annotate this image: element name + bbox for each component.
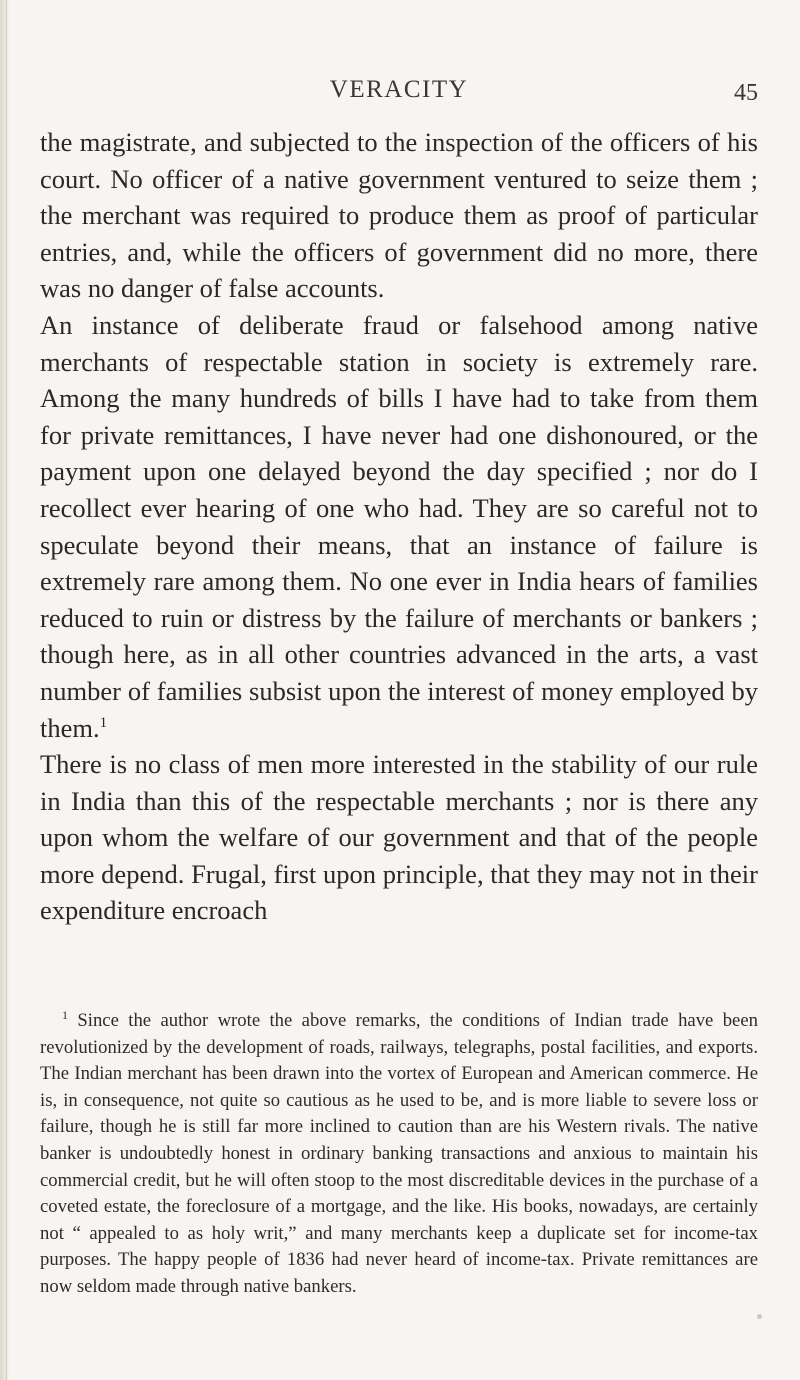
paper-speck <box>757 1314 762 1319</box>
footnote <box>40 1008 758 1301</box>
main-text <box>40 124 758 929</box>
running-head: VERACITY <box>329 76 469 103</box>
page-edge-line <box>6 0 7 1380</box>
footnote-text: Since the author wrote the above remarks, the conditions of Indian trade have been revolutionized by the development of roads, railways, telegraphs, postal facilities, and exports. The Indian merchant has been drawn into the vortex of European and American commerce. He is, in consequence, not quite so cautious as he used to be, and is more liable to severe loss or failure, though he is still far more inclined to caution than are his Western rivals. The native banker is undoubtedly honest in ordinary banking transactions and anxious to maintain his commercial credit, but he will often stoop to the most discreditable devices in the purchase of a coveted estate, the foreclosure of a mortgage, and the like. His books, nowadays, are certainly not “ appealed to as holy writ,” and many merchants keep a duplicate set for income-tax purposes. The happy people of 1836 had never heard of income-tax. Private remittances are now seldom made through native bankers. <box>40 1010 758 1297</box>
footnote-marker: 1 <box>62 1007 68 1022</box>
page-header <box>40 76 758 116</box>
footnote-paragraph <box>40 1008 758 1301</box>
paragraph-2-text: An instance of deliberate fraud or falsehood among native merchants of respectable station in society is extremely rare. Among the many hundreds of bills I have had to take from them for private remittances, I have never had one dishonoured, or the payment upon one delayed beyond the day specified ; nor do I recollect ever hearing of one who had. They are so careful not to speculate beyond their means, that an instance of failure is extremely rare among them. No one ever in India hears of families reduced to ruin or distress by the failure of merchants or bankers ; though here, as in all other countries advanced in the arts, a vast number of families subsist upon the interest of money employed by them. <box>40 309 758 743</box>
paragraph-2 <box>40 307 758 746</box>
paragraph-3: There is no class of men more interested in the stability of our rule in India than this of the respectable merchants ; nor is there any upon whom the welfare of our government and that of the people more depend. Frugal, first upon principle, that they may not in their expenditure encroach <box>40 749 758 926</box>
footnote-reference: 1 <box>99 714 108 731</box>
paragraph-1: the magistrate, and subjected to the inspection of the officers of his court. No officer of a native government ventured to seize them ; the merchant was required to produce them as proof of particular entries, and, while the officers of government did no more, there was no danger of false accounts. <box>40 127 758 304</box>
page-number: 45 <box>734 80 758 106</box>
page-gutter-shadow <box>0 0 10 1380</box>
